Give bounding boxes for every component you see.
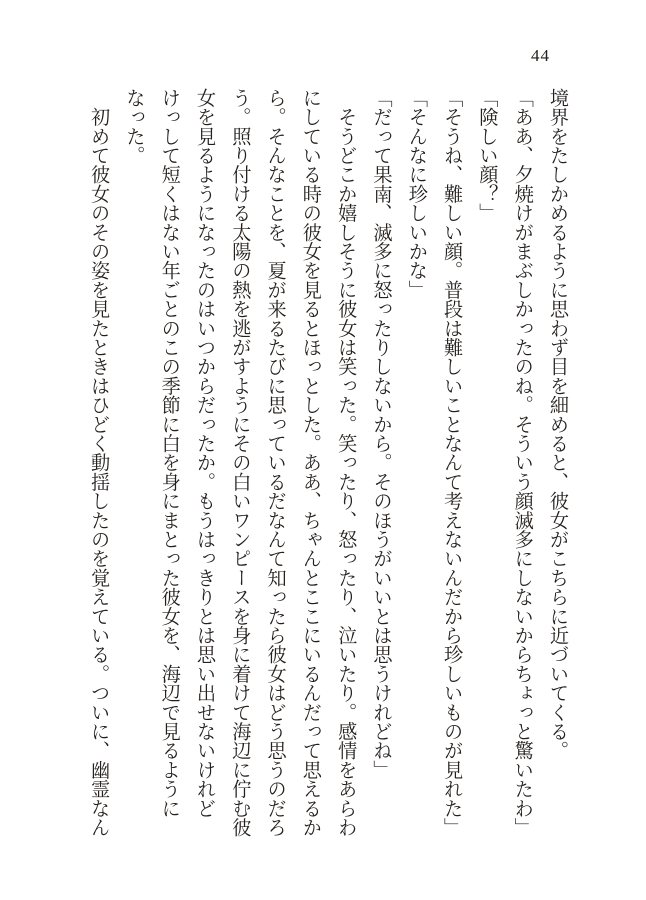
page-number: 44	[531, 46, 550, 65]
text-line: 境界をたしかめるように思わず目を細めると、彼女がこちらに近づいてくる。	[546, 88, 570, 760]
text-line: にしている時の彼女を見るとほっとした。ああ、ちゃんとここにいるんだって思えるか	[299, 88, 323, 837]
text-line: けっして短くはない年ごとのこの季節に白を身にまとった彼女を、海辺で見るように	[158, 88, 182, 818]
text-line: 「ああ、夕焼けがまぶしかったのね。そういう顔滅多にしないからちょっと驚いたわ」	[511, 88, 535, 837]
text-line: 初めて彼女のその姿を見たときはひどく動揺したのを覚えている。ついに、幽霊なん	[88, 88, 112, 837]
vertical-text-body	[54, 88, 574, 856]
text-line: う。照り付ける太陽の熱を逃がすようにその白いワンピースを身に着けて海辺に佇む彼	[229, 88, 253, 837]
text-line: ら。そんなことを、夏が来るたびに思っているだなんて知ったら彼女はどう思うのだろ	[264, 88, 288, 837]
text-line: 女を見るようになったのはいつからだったか。もうはっきりとは思い出せないけれど	[193, 88, 217, 818]
text-line: なった。	[123, 88, 147, 165]
text-line: そうどこか嬉しそうに彼女は笑った。笑ったり、怒ったり、泣いたり。感情をあらわ	[335, 88, 359, 837]
text-line: 「険しい顔？」	[476, 88, 500, 223]
text-line: 「そうね、難しい顔。普段は難しいことなんて考えないんだから珍しいものが見れた」	[441, 88, 465, 837]
text-line: 「だって果南、滅多に怒ったりしないから。そのほうがいいとは思うけれどね」	[370, 88, 394, 780]
text-line: 「そんなに珍しいかな」	[405, 88, 429, 300]
